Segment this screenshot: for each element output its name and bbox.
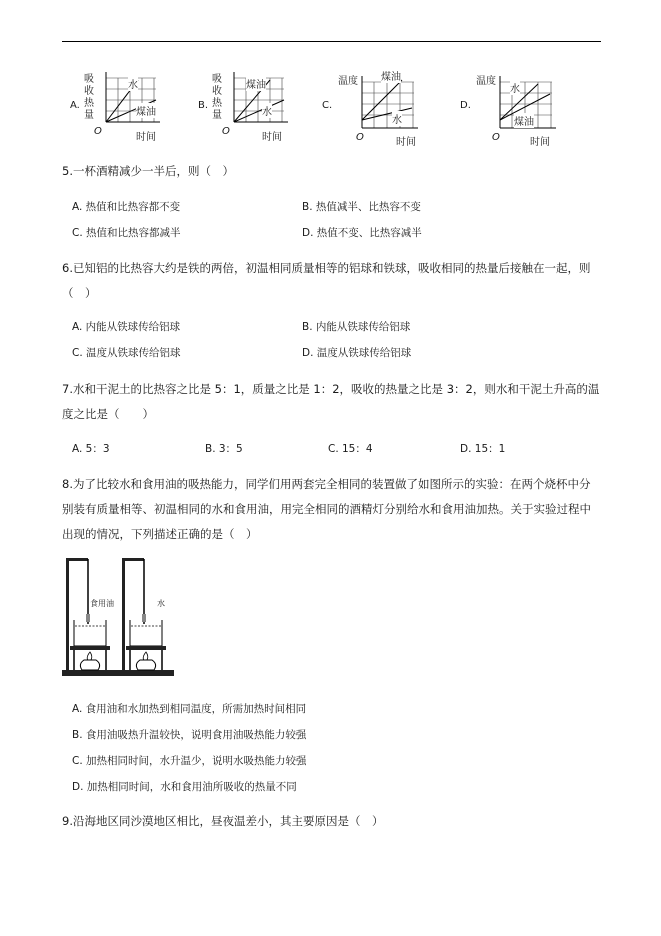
q6-stem-line2: （ ） [62, 286, 97, 300]
q8-stem-line1: 8.为了比较水和食用油的吸热能力，同学们用两套完全相同的装置做了如图所示的实验：在两个烧杯中分 [62, 477, 591, 491]
graph-a-origin: O [94, 126, 102, 137]
right-apparatus [118, 558, 174, 676]
q8-option-b: B. 食用油吸热升温较快，说明食用油吸热能力较强 [72, 729, 307, 741]
graph-d-upper-label: 水 [510, 80, 520, 95]
q7-option-d: D. 15：1 [460, 443, 506, 455]
q7-stem-line1: 7.水和干泥土的比热容之比是 5：1，质量之比是 1：2，吸收的热量之比是 3：2，则水和干泥土升高的温 [62, 382, 600, 396]
q6-option-a: A. 内能从铁球传给铝球 [72, 321, 181, 333]
q9-stem: 9.沿海地区同沙漠地区相比，昼夜温差小，其主要原因是（ ） [62, 814, 384, 828]
graph-a-xlabel: 时间 [136, 132, 156, 143]
graph-c-origin: O [356, 132, 364, 143]
q8-apparatus-label-water: 水 [157, 599, 165, 608]
q7-stem-line2: 度之比是（ ） [62, 407, 154, 421]
q8-option-a: A. 食用油和水加热到相同温度，所需加热时间相同 [72, 703, 307, 715]
graph-d-origin: O [492, 132, 500, 143]
graph-d-xlabel: 时间 [530, 137, 550, 148]
graph-a-lower-label: 煤油 [136, 103, 156, 118]
graph-c-xlabel: 时间 [396, 137, 416, 148]
q8-option-c: C. 加热相同时间，水升温少，说明水吸热能力较强 [72, 755, 307, 767]
q7-option-c: C. 15：4 [328, 443, 373, 455]
graph-c-lower-label: 水 [392, 111, 402, 126]
header-rule [62, 41, 601, 42]
graph-d-ylabel: 温度 [476, 76, 496, 87]
q5-option-b: B. 热值减半、比热容不变 [302, 201, 421, 213]
graph-a-letter: A. [70, 100, 80, 111]
q8-apparatus-label-oil: 食用油 [90, 599, 114, 608]
q8-stem-line2: 别装有质量相等、初温相同的水和食用油，用完全相同的酒精灯分别给水和食用油加热。关于实验过程中 [62, 502, 591, 516]
graph-c-letter: C. [322, 100, 333, 111]
graph-b-ylabel: 吸 收 热 量 [212, 74, 222, 121]
q6-option-b: B. 内能从铁球传给铝球 [302, 321, 411, 333]
q6-option-c: C. 温度从铁球传给铝球 [72, 347, 181, 359]
q8-stem-line3: 出现的情况，下列描述正确的是（ ） [62, 527, 258, 541]
q5-stem: 5.一杯酒精减少一半后，则（ ） [62, 164, 234, 178]
graph-b-origin: O [222, 126, 230, 137]
q5-option-c: C. 热值和比热容都减半 [72, 227, 181, 239]
graph-d-letter: D. [460, 100, 471, 111]
graph-b-xlabel: 时间 [262, 132, 282, 143]
q6-option-d: D. 温度从铁球传给铝球 [302, 347, 412, 359]
graph-c-ylabel: 温度 [338, 76, 358, 87]
graph-c-grid [362, 82, 414, 128]
q5-option-d: D. 热值不变、比热容减半 [302, 227, 422, 239]
left-apparatus [62, 558, 118, 676]
graph-a-ylabel: 吸 收 热 量 [84, 74, 94, 121]
graph-b-upper-label: 煤油 [246, 76, 266, 91]
graph-c-plot [352, 74, 420, 136]
q7-option-a: A. 5：3 [72, 443, 110, 455]
graph-d-lower-label: 煤油 [514, 113, 534, 128]
q7-option-b: B. 3：5 [205, 443, 243, 455]
graph-b-letter: B. [198, 100, 209, 111]
q5-option-a: A. 热值和比热容都不变 [72, 201, 181, 213]
graph-a-upper-label: 水 [128, 76, 138, 91]
q6-stem-line1: 6.已知铝的比热容大约是铁的两倍，初温相同质量相等的铝球和铁球，吸收相同的热量后接触在一起，则 [62, 261, 591, 275]
graph-c-upper-label: 煤油 [381, 68, 401, 83]
q8-option-d: D. 加热相同时间，水和食用油所吸收的热量不同 [72, 781, 297, 793]
graph-b-lower-label: 水 [262, 103, 272, 118]
q8-apparatus-figure [62, 554, 174, 678]
